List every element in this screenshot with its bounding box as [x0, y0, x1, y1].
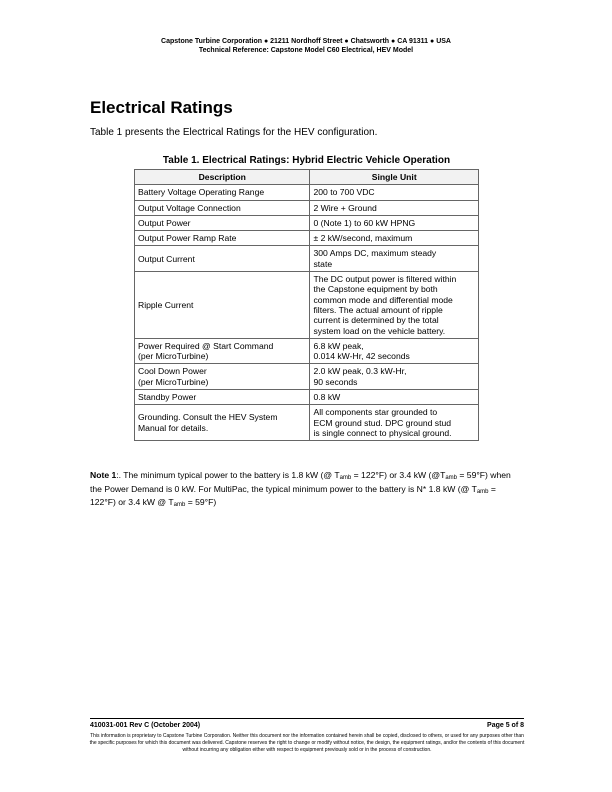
value-line: 2 Wire + Ground: [313, 202, 377, 213]
value-line: the Capstone equipment by both: [313, 284, 438, 295]
page-header: [0, 37, 612, 55]
footer-legal-notice: This information is proprietary to Capstone Turbine Corporation. Neither this document nor the information contained herein shall be copied, disclosed to others, or used for any purposes other than the specific purposes for which this document was delivered. Capstone reserves the right to change or modify without notice, the design, the equipment ratings, and/or the contents of this document without incurring any obligation either with respect to equipment previously sold or in the process of construction.: [89, 733, 525, 753]
value-line: 0.014 kW-Hr, 42 seconds: [313, 351, 410, 362]
description-line: (per MicroTurbine): [138, 376, 209, 387]
value-line: common mode and differential mode: [313, 294, 453, 305]
value-cell: [310, 231, 479, 246]
value-line: is single connect to physical ground.: [313, 427, 452, 438]
value-cell: [310, 185, 479, 200]
table-row: [135, 390, 479, 405]
value-cell: [310, 272, 479, 339]
note-subscript: amb: [339, 475, 352, 481]
description-line: (per MicroTurbine): [138, 351, 209, 362]
value-cell: [310, 364, 479, 390]
description-cell: [135, 215, 310, 230]
column-header-single-unit: Single Unit: [310, 170, 479, 185]
description-cell: [135, 272, 310, 339]
value-line: ± 2 kW/second, maximum: [313, 233, 413, 244]
note-subscript: amb: [476, 488, 489, 495]
footer-document-id: 410031-001 Rev C (October 2004): [90, 722, 201, 729]
table-header-row: [135, 170, 479, 185]
value-line: 300 Amps DC, maximum steady: [313, 248, 437, 259]
note-1: [90, 470, 524, 511]
value-cell: [310, 200, 479, 215]
table-row: [135, 200, 479, 215]
table-row: [135, 272, 479, 339]
footer-divider: [90, 718, 524, 719]
table-row: [135, 364, 479, 390]
electrical-ratings-table: [134, 169, 479, 441]
description-line: Output Power: [138, 217, 191, 228]
column-header-description: Description: [135, 170, 310, 185]
note-text: :. The minimum typical power to the battery is 1.8 kW (@ T: [116, 470, 340, 480]
table-row: [135, 215, 479, 230]
value-line: current is determined by the total: [313, 315, 439, 326]
value-line: 6.8 kW peak,: [313, 340, 364, 351]
description-line: Output Voltage Connection: [138, 202, 241, 213]
value-cell: [310, 215, 479, 230]
value-cell: [310, 246, 479, 272]
section-title: Electrical Ratings: [90, 98, 233, 117]
header-company-line: Capstone Turbine Corporation ● 21211 Nordhoff Street ● Chatsworth ● CA 91311 ● USA: [161, 38, 451, 45]
description-cell: [135, 200, 310, 215]
value-line: ECM ground stud. DPC ground stud: [313, 417, 452, 428]
section-intro: Table 1 presents the Electrical Ratings for the HEV configuration.: [90, 127, 378, 138]
description-line: Ripple Current: [138, 299, 194, 310]
description-line: Output Power Ramp Rate: [138, 233, 237, 244]
note-subscript: amb: [445, 475, 457, 481]
description-cell: [135, 405, 310, 441]
value-line: filters. The actual amount of ripple: [313, 304, 443, 315]
note-text: = 122°F) or 3.4 kW (@T: [351, 470, 446, 480]
value-line: 200 to 700 VDC: [313, 187, 375, 198]
value-cell: [310, 390, 479, 405]
table-row: [135, 185, 479, 200]
description-line: Power Required @ Start Command: [138, 340, 274, 351]
value-cell: [310, 338, 479, 364]
table-row: [135, 231, 479, 246]
description-cell: [135, 231, 310, 246]
table-body: [135, 185, 479, 441]
value-cell: [310, 405, 479, 441]
value-line: 90 seconds: [313, 376, 358, 387]
description-cell: [135, 364, 310, 390]
value-line: system load on the vehicle battery.: [313, 325, 446, 336]
note-text: = 122°F) or 3.4 kW @ T: [90, 483, 496, 507]
table-row: [135, 338, 479, 364]
header-reference-line: Technical Reference: Capstone Model C60 Electrical, HEV Model: [198, 47, 414, 54]
description-line: Output Current: [138, 253, 195, 264]
description-cell: [135, 390, 310, 405]
value-line: 0 (Note 1) to 60 kW HPNG: [313, 217, 416, 228]
value-line: 2.0 kW peak, 0.3 kW-Hr,: [313, 366, 407, 377]
footer-page-number: Page 5 of 8: [487, 722, 524, 729]
table-row: [135, 246, 479, 272]
note-text: = 59°F): [185, 497, 217, 507]
value-line: state: [313, 258, 333, 269]
value-line: All components star grounded to: [313, 407, 438, 418]
table-caption: Table 1. Electrical Ratings: Hybrid Electric Vehicle Operation: [162, 155, 451, 166]
description-line: Standby Power: [138, 392, 197, 403]
table-row: [135, 405, 479, 441]
note-text: = 59°F) when the Power Demand is 0 kW. For MultiPac, the typical minimum power to the battery is N* 1.8 kW (@ T: [90, 470, 511, 494]
note-subscript: amb: [173, 502, 186, 508]
description-line: Cool Down Power: [138, 366, 207, 377]
note-label: Note 1: [90, 470, 117, 480]
description-cell: [135, 246, 310, 272]
value-line: The DC output power is filtered within: [313, 274, 457, 285]
description-line: Grounding. Consult the HEV System: [138, 412, 278, 423]
description-line: Manual for details.: [138, 422, 209, 433]
description-line: Battery Voltage Operating Range: [138, 187, 265, 198]
description-cell: [135, 338, 310, 364]
value-line: 0.8 kW: [313, 392, 341, 403]
description-cell: [135, 185, 310, 200]
